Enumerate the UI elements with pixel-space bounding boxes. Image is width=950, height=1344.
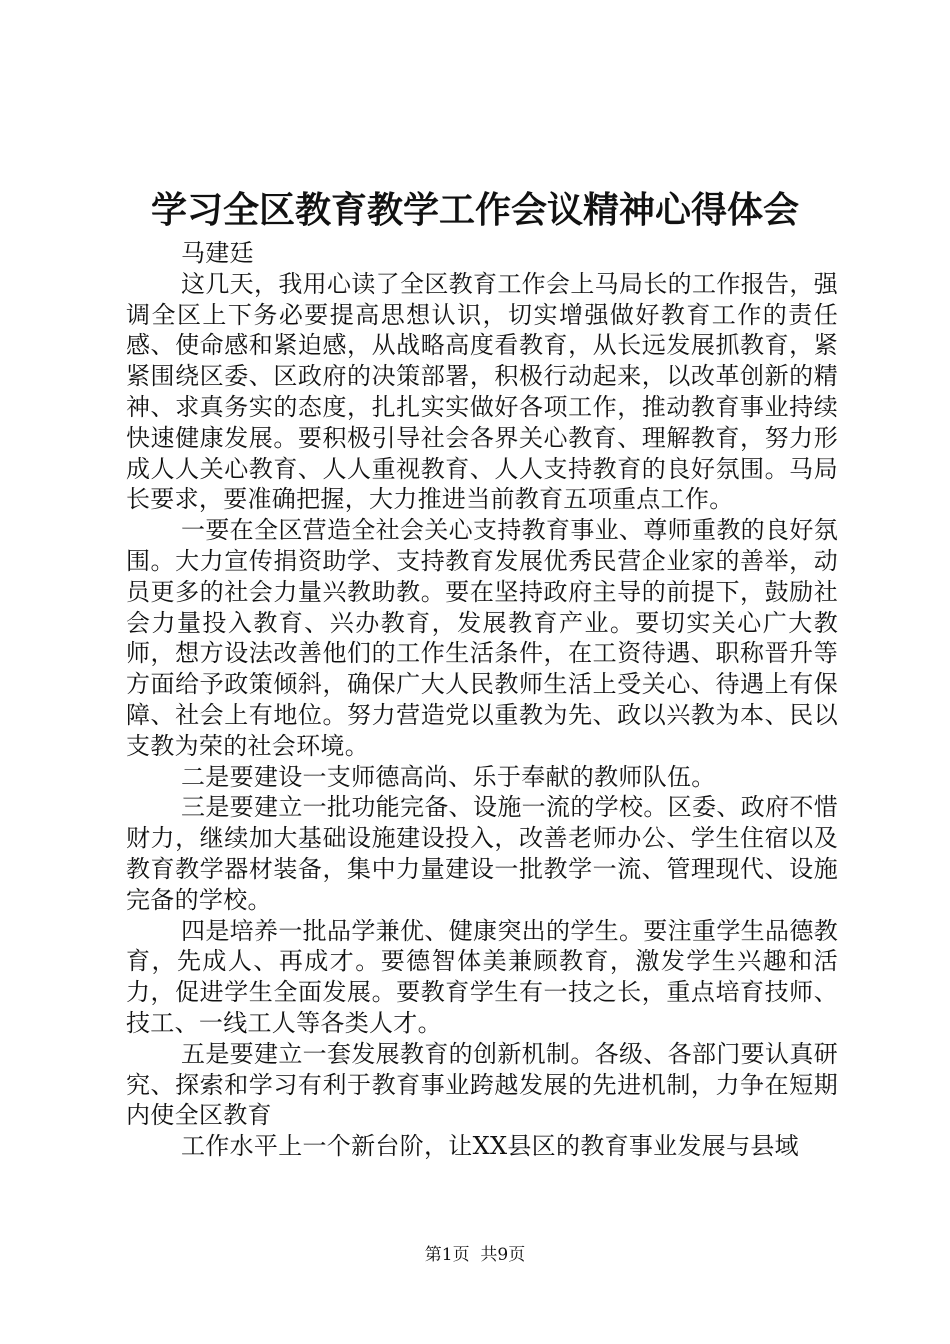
page-footer [0, 1243, 950, 1267]
paragraph-point-one: 一要在全区营造全社会关心支持教育事业、尊师重教的良好氛围。大力宣传捐资助学、支持教育发展优秀民营企业家的善举，动员更多的社会力量兴教助教。要在坚持政府主导的前提下，鼓励社会力量投入教育、兴办教育，发展教育产业。要切实关心广大教师，想方设法改善他们的工作生活条件，在工资待遇、职称晋升等方面给予政策倾斜，确保广大人民教师生活上受关心、待遇上有保障、社会上有地位。努力营造党以重教为先、政以兴教为本、民以支教为荣的社会环境。 [126, 516, 838, 760]
paragraph-point-five: 五是要建立一套发展教育的创新机制。各级、各部门要认真研究、探索和学习有利于教育事业跨越发展的先进机制，力争在短期内使全区教育 [126, 1039, 838, 1130]
paragraph-intro: 这几天，我用心读了全区教育工作会上马局长的工作报告，强调全区上下务必要提高思想认识，切实增强做好教育工作的责任感、使命感和紧迫感，从战略高度看教育，从长远发展抓教育，紧紧围绕区委、区政府的决策部署，积极行动起来，以改革创新的精神、求真务实的态度，扎扎实实做好各项工作，推动教育事业持续快速健康发展。要积极引导社会各界关心教育、理解教育，努力形成人人关心教育、人人重视教育、人人支持教育的良好氛围。马局长要求，要准确把握，大力推进当前教育五项重点工作。 [126, 269, 838, 514]
paragraph-continuation: 工作水平上一个新台阶，让XX县区的教育事业发展与县域 [181, 1132, 799, 1161]
document-title: 学习全区教育教学工作会议精神心得体会 [150, 189, 799, 231]
document-body [126, 238, 838, 1162]
author-name: 马建廷 [181, 239, 254, 267]
paragraph-point-three: 三是要建立一批功能完备、设施一流的学校。区委、政府不惜财力，继续加大基础设施建设投入，改善老师办公、学生住宿以及教育教学器材装备，集中力量建设一批教学一流、管理现代、设施完备的学校。 [126, 793, 838, 914]
paragraph-point-two: 二是要建设一支师德高尚、乐于奉献的教师队伍。 [181, 762, 716, 791]
paragraph-point-four: 四是培养一批品学兼优、健康突出的学生。要注重学生品德教育，先成人、再成才。要德智体美兼顾教育，激发学生兴趣和活力，促进学生全面发展。要教育学生有一技之长，重点培育技师、技工、一线工人等各类人才。 [126, 916, 838, 1037]
page-number-label: 第1页 共9页 [424, 1245, 526, 1265]
